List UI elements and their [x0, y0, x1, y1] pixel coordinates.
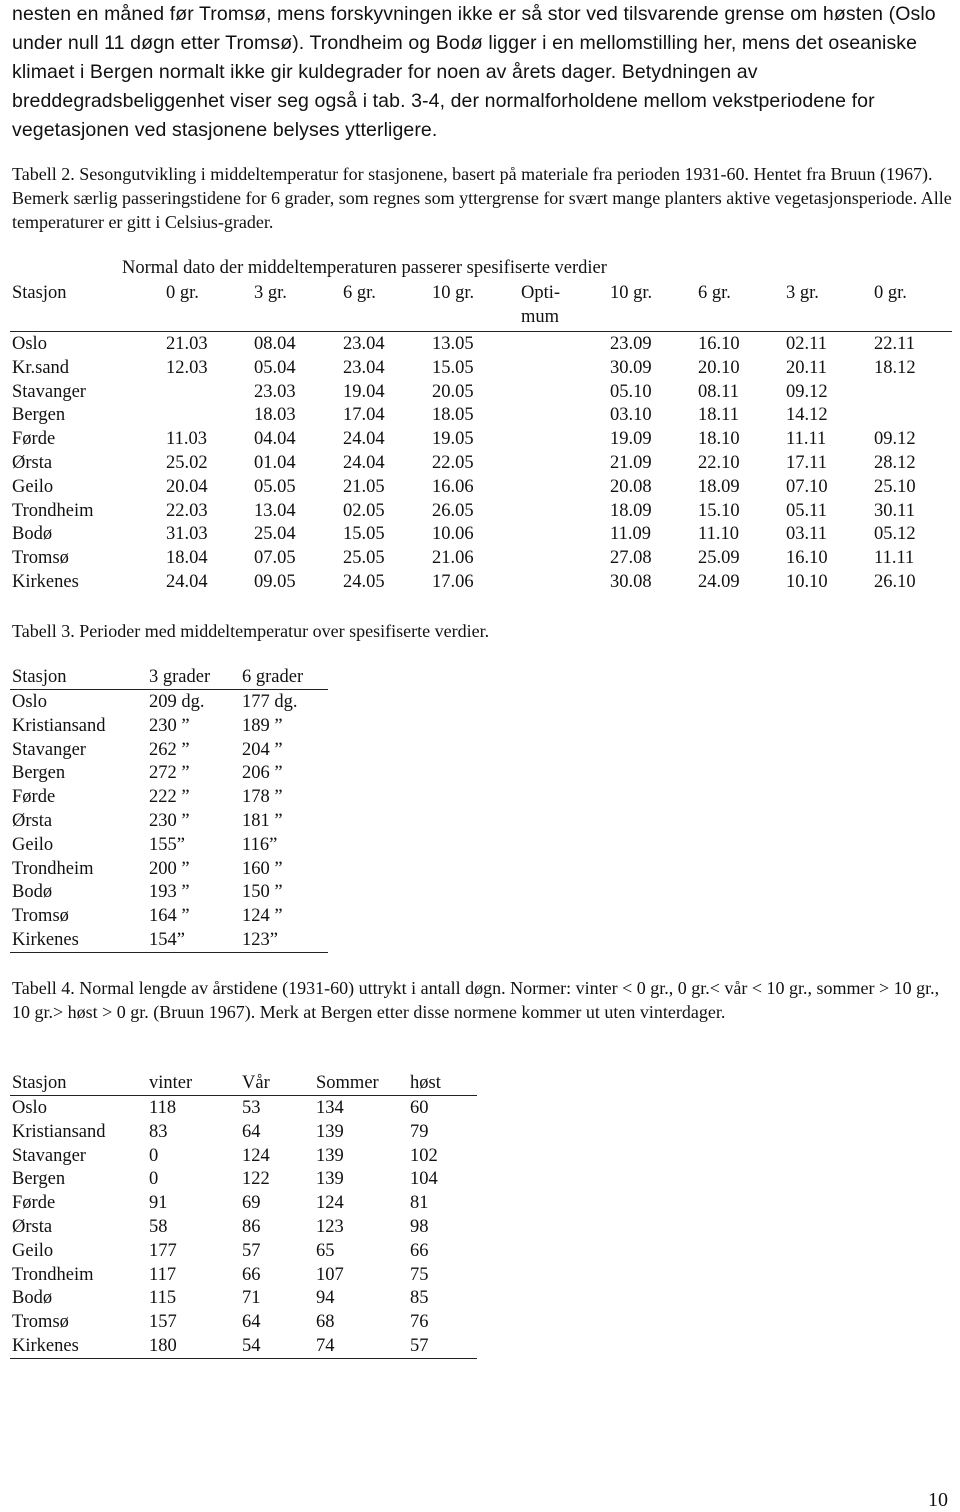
value-cell: 79 — [410, 1121, 429, 1142]
value-cell: 12.03 — [166, 357, 208, 378]
value-cell: 05.11 — [786, 500, 827, 521]
value-cell: 25.09 — [698, 548, 740, 569]
value-cell: 193 ” — [149, 882, 190, 903]
value-cell: 123 — [316, 1217, 344, 1237]
value-cell: 180 — [149, 1336, 177, 1356]
table4-season-lengths — [0, 1071, 480, 1361]
value-cell: 26.05 — [432, 500, 474, 521]
value-cell: 08.11 — [698, 381, 739, 402]
value-cell: 09.12 — [786, 381, 828, 402]
value-cell: 85 — [410, 1288, 429, 1309]
value-cell: 98 — [410, 1217, 429, 1237]
value-cell: 04.04 — [254, 429, 296, 450]
value-cell: 11.03 — [166, 429, 207, 450]
value-cell: 107 — [316, 1264, 344, 1285]
value-cell: 05.04 — [254, 357, 296, 378]
value-cell: 20.11 — [786, 357, 827, 378]
table2-header-cell: mum — [521, 307, 560, 327]
value-cell: 94 — [316, 1288, 335, 1309]
station-name-cell: Geilo — [12, 1240, 54, 1261]
value-cell: 230 ” — [149, 715, 190, 736]
value-cell: 07.05 — [254, 548, 296, 569]
value-cell: 68 — [316, 1312, 335, 1333]
value-cell: 25.10 — [874, 476, 916, 497]
value-cell: 53 — [242, 1098, 261, 1118]
table3-header-cell: Stasjon — [12, 667, 67, 687]
station-name-cell: Førde — [12, 1193, 56, 1214]
value-cell: 116” — [242, 834, 278, 855]
station-name-cell: Stavanger — [12, 381, 86, 402]
table2-header-cell: 10 gr. — [610, 283, 653, 303]
station-name-cell: Stavanger — [12, 739, 86, 760]
value-cell: 60 — [410, 1098, 429, 1118]
table2-header-cell: Stasjon — [12, 283, 67, 303]
value-cell: 26.10 — [874, 572, 916, 592]
value-cell: 150 ” — [242, 882, 283, 903]
value-cell: 181 ” — [242, 811, 283, 831]
value-cell: 20.08 — [610, 476, 652, 497]
station-name-cell: Kirkenes — [12, 572, 79, 592]
value-cell: 262 ” — [149, 739, 190, 760]
value-cell: 154” — [149, 930, 185, 950]
station-name-cell: Trondheim — [12, 1264, 94, 1285]
value-cell: 81 — [410, 1193, 429, 1214]
station-name-cell: Ørsta — [12, 811, 53, 831]
value-cell: 23.03 — [254, 381, 296, 402]
value-cell: 115 — [149, 1288, 177, 1309]
value-cell: 139 — [316, 1121, 344, 1142]
value-cell: 20.04 — [166, 476, 208, 497]
table2-header-cell: 6 gr. — [343, 283, 376, 303]
table2-superheader: Normal dato der middeltemperaturen passerer spesifiserte verdier — [122, 258, 607, 278]
value-cell: 200 ” — [149, 858, 190, 879]
value-cell: 21.05 — [343, 476, 385, 497]
value-cell: 54 — [242, 1336, 261, 1356]
value-cell: 02.05 — [343, 500, 385, 521]
station-name-cell: Geilo — [12, 834, 54, 855]
value-cell: 16.10 — [698, 334, 740, 354]
page-number: 10 — [928, 1489, 948, 1511]
value-cell: 25.02 — [166, 453, 208, 473]
station-name-cell: Bodø — [12, 882, 53, 903]
value-cell: 10.06 — [432, 524, 474, 545]
value-cell: 09.05 — [254, 572, 296, 592]
value-cell: 24.09 — [698, 572, 740, 592]
value-cell: 134 — [316, 1098, 344, 1118]
value-cell: 0 — [149, 1169, 159, 1190]
station-name-cell: Kirkenes — [12, 1336, 79, 1356]
value-cell: 11.09 — [610, 524, 651, 545]
value-cell: 11.10 — [698, 524, 739, 545]
value-cell: 19.04 — [343, 381, 385, 402]
station-name-cell: Bergen — [12, 1169, 66, 1190]
value-cell: 22.11 — [874, 334, 915, 354]
value-cell: 204 ” — [242, 739, 283, 760]
table2-header-cell: 6 gr. — [698, 283, 731, 303]
table3-header-cell: 6 grader — [242, 667, 304, 687]
station-name-cell: Tromsø — [12, 548, 69, 569]
table2-header-cell: 10 gr. — [432, 283, 475, 303]
station-name-cell: Oslo — [12, 1098, 47, 1118]
value-cell: 124 — [242, 1145, 270, 1166]
value-cell: 18.11 — [698, 405, 739, 426]
table3-caption: Tabell 3. Perioder med middeltemperatur over spesifiserte verdier. — [12, 621, 490, 641]
value-cell: 86 — [242, 1217, 261, 1237]
value-cell: 123” — [242, 930, 278, 950]
value-cell: 24.04 — [343, 429, 385, 450]
value-cell: 30.08 — [610, 572, 652, 592]
station-name-cell: Oslo — [12, 334, 47, 354]
value-cell: 05.05 — [254, 476, 296, 497]
value-cell: 155” — [149, 834, 185, 855]
value-cell: 66 — [242, 1264, 261, 1285]
table3-header-cell: 3 grader — [149, 667, 211, 687]
value-cell: 177 dg. — [242, 692, 298, 712]
value-cell: 25.05 — [343, 548, 385, 569]
value-cell: 27.08 — [610, 548, 652, 569]
station-name-cell: Kirkenes — [12, 930, 79, 950]
value-cell: 09.12 — [874, 429, 916, 450]
station-name-cell: Kristiansand — [12, 1121, 106, 1142]
value-cell: 03.10 — [610, 405, 652, 426]
table4-header-cell: høst — [410, 1073, 441, 1093]
value-cell: 07.10 — [786, 476, 828, 497]
value-cell: 0 — [149, 1145, 159, 1166]
value-cell: 74 — [316, 1336, 335, 1356]
value-cell: 164 ” — [149, 906, 190, 927]
value-cell: 15.05 — [343, 524, 385, 545]
value-cell: 69 — [242, 1193, 261, 1214]
value-cell: 18.03 — [254, 405, 296, 426]
value-cell: 28.12 — [874, 453, 916, 473]
table2-header-cell: 3 gr. — [254, 283, 287, 303]
value-cell: 57 — [410, 1336, 429, 1356]
value-cell: 206 ” — [242, 763, 283, 784]
value-cell: 20.10 — [698, 357, 740, 378]
station-name-cell: Trondheim — [12, 500, 94, 521]
value-cell: 03.11 — [786, 524, 827, 545]
value-cell: 18.12 — [874, 357, 916, 378]
value-cell: 19.09 — [610, 429, 652, 450]
value-cell: 18.09 — [610, 500, 652, 521]
value-cell: 160 ” — [242, 858, 283, 879]
value-cell: 22.03 — [166, 500, 208, 521]
value-cell: 10.10 — [786, 572, 828, 592]
table2-header-cell: Opti- — [521, 283, 561, 303]
table2-header-cell: 0 gr. — [166, 283, 199, 303]
value-cell: 11.11 — [874, 548, 915, 569]
value-cell: 117 — [149, 1264, 177, 1285]
value-cell: 64 — [242, 1312, 261, 1333]
value-cell: 31.03 — [166, 524, 208, 545]
value-cell: 11.11 — [786, 429, 827, 450]
value-cell: 124 ” — [242, 906, 283, 927]
value-cell: 124 — [316, 1193, 344, 1214]
station-name-cell: Ørsta — [12, 1217, 53, 1237]
value-cell: 30.11 — [874, 500, 915, 521]
value-cell: 25.04 — [254, 524, 296, 545]
value-cell: 18.10 — [698, 429, 740, 450]
station-name-cell: Bodø — [12, 524, 53, 545]
value-cell: 104 — [410, 1169, 438, 1190]
value-cell: 21.03 — [166, 334, 208, 354]
value-cell: 57 — [242, 1240, 261, 1261]
value-cell: 139 — [316, 1169, 344, 1190]
station-name-cell: Bergen — [12, 763, 66, 784]
value-cell: 05.10 — [610, 381, 652, 402]
station-name-cell: Bodø — [12, 1288, 53, 1309]
table2-caption: Tabell 2. Sesongutvikling i middeltemperatur for stasjonene, basert på materiale fra perioden 1931-60. Hentet fra Bruun (1967). Bemerk særlig passeringstidene for 6 grader, som regnes som yttergrense for svært mange planters aktive vegetasjonsperiode. Alle temperaturer er gitt i Celsius-grader. — [12, 164, 952, 232]
station-name-cell: Tromsø — [12, 1312, 69, 1333]
value-cell: 222 ” — [149, 787, 190, 808]
value-cell: 05.12 — [874, 524, 916, 545]
table4-bottom-divider — [10, 1358, 477, 1359]
value-cell: 08.04 — [254, 334, 296, 354]
table2-header-cell: 0 gr. — [874, 283, 907, 303]
value-cell: 230 ” — [149, 811, 190, 831]
intro-paragraph: nesten en måned før Tromsø, mens forskyvningen ikke er så stor ved tilsvarende grense om høsten (Oslo under null 11 døgn etter Tromsø). Trondheim og Bodø ligger i en mellomstilling her, mens det oseaniske klimaet i Bergen normalt ikke gir kuldegrader for noen av årets dager. Betydningen av breddegradsbeliggenhet viser seg også i tab. 3-4, der normalforholdene mellom vekstperiodene for vegetasjonen ved stasjonene belyses ytterligere. — [12, 3, 936, 141]
table4-header-cell: Vår — [242, 1073, 270, 1093]
table4-header-cell: vinter — [149, 1073, 193, 1093]
value-cell: 22.05 — [432, 453, 474, 473]
value-cell: 24.04 — [343, 453, 385, 473]
value-cell: 16.06 — [432, 476, 474, 497]
station-name-cell: Bergen — [12, 405, 66, 426]
table3-bottom-divider — [10, 952, 328, 953]
value-cell: 65 — [316, 1240, 335, 1261]
value-cell: 15.05 — [432, 357, 474, 378]
value-cell: 91 — [149, 1193, 168, 1214]
value-cell: 189 ” — [242, 715, 283, 736]
value-cell: 13.05 — [432, 334, 474, 354]
value-cell: 23.09 — [610, 334, 652, 354]
value-cell: 30.09 — [610, 357, 652, 378]
value-cell: 272 ” — [149, 763, 190, 784]
value-cell: 18.04 — [166, 548, 208, 569]
value-cell: 17.06 — [432, 572, 474, 592]
table4-header-cell: Sommer — [316, 1073, 379, 1093]
value-cell: 14.12 — [786, 405, 828, 426]
value-cell: 157 — [149, 1312, 177, 1333]
value-cell: 18.05 — [432, 405, 474, 426]
station-name-cell: Kr.sand — [12, 357, 70, 378]
value-cell: 209 dg. — [149, 692, 205, 712]
value-cell: 71 — [242, 1288, 261, 1309]
value-cell: 13.04 — [254, 500, 296, 521]
value-cell: 83 — [149, 1121, 168, 1142]
value-cell: 17.11 — [786, 453, 827, 473]
value-cell: 122 — [242, 1169, 270, 1190]
value-cell: 178 ” — [242, 787, 283, 808]
value-cell: 58 — [149, 1217, 168, 1237]
table4-header-cell: Stasjon — [12, 1073, 67, 1093]
station-name-cell: Tromsø — [12, 906, 69, 927]
value-cell: 20.05 — [432, 381, 474, 402]
value-cell: 66 — [410, 1240, 429, 1261]
value-cell: 23.04 — [343, 357, 385, 378]
station-name-cell: Kristiansand — [12, 715, 106, 736]
value-cell: 24.05 — [343, 572, 385, 592]
value-cell: 24.04 — [166, 572, 208, 592]
value-cell: 01.04 — [254, 453, 296, 473]
value-cell: 02.11 — [786, 334, 827, 354]
value-cell: 177 — [149, 1240, 177, 1261]
table2-season-dates — [0, 256, 960, 596]
value-cell: 23.04 — [343, 334, 385, 354]
value-cell: 139 — [316, 1145, 344, 1166]
station-name-cell: Geilo — [12, 476, 54, 497]
table4-caption: Tabell 4. Normal lengde av årstidene (1931-60) uttrykt i antall døgn. Normer: vinter < 0 gr., 0 gr.< vår < 10 gr., sommer > 10 gr., 10 gr.> høst > 0 gr. (Bruun 1967). Merk at Bergen etter disse normene kommer ut uten vinterdager. — [12, 978, 940, 1022]
table3-periods — [0, 665, 340, 955]
value-cell: 64 — [242, 1121, 261, 1142]
value-cell: 22.10 — [698, 453, 740, 473]
value-cell: 118 — [149, 1098, 177, 1118]
value-cell: 21.09 — [610, 453, 652, 473]
value-cell: 17.04 — [343, 405, 385, 426]
station-name-cell: Ørsta — [12, 453, 53, 473]
value-cell: 21.06 — [432, 548, 474, 569]
value-cell: 102 — [410, 1145, 438, 1166]
station-name-cell: Trondheim — [12, 858, 94, 879]
value-cell: 18.09 — [698, 476, 740, 497]
station-name-cell: Førde — [12, 787, 56, 808]
value-cell: 75 — [410, 1264, 429, 1285]
station-name-cell: Stavanger — [12, 1145, 86, 1166]
table2-header-cell: 3 gr. — [786, 283, 819, 303]
value-cell: 15.10 — [698, 500, 740, 521]
station-name-cell: Førde — [12, 429, 56, 450]
station-name-cell: Oslo — [12, 692, 47, 712]
value-cell: 16.10 — [786, 548, 828, 569]
value-cell: 19.05 — [432, 429, 474, 450]
value-cell: 76 — [410, 1312, 429, 1333]
